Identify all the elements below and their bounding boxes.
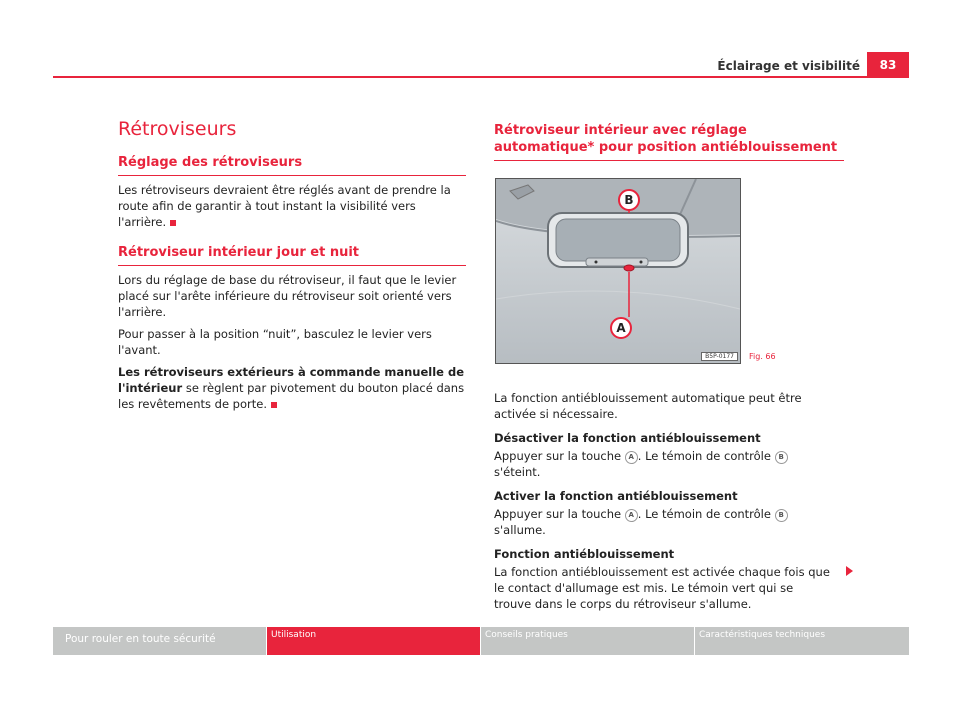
daynight-text-1: Lors du réglage de base du rétroviseur, il faut que le levier placé sur l'arête inférieure du rétroviseur soit orienté vers l'arrière. bbox=[118, 273, 457, 319]
mirror-icon bbox=[496, 179, 740, 363]
figure-code: B5P-0177 bbox=[701, 352, 738, 361]
right-column-heading bbox=[494, 122, 844, 161]
chapter-title: Éclairage et visibilité bbox=[717, 59, 860, 73]
subsection-title-daynight: Rétroviseur intérieur jour et nuit bbox=[118, 244, 466, 266]
function-title: Fonction antiéblouissement bbox=[494, 547, 675, 561]
function-text: La fonction antiéblouissement est activée chaque fois que le contact d'allumage est mis. Le témoin vert qui se trouve dans le corps du rétroviseur s'allume. bbox=[494, 565, 830, 611]
daynight-text-3: Les rétroviseurs extérieurs à commande manuelle de l'intérieur se règlent par pivotement du bouton placé dans les revêtements de porte. bbox=[118, 365, 465, 411]
mirror-illustration bbox=[495, 178, 741, 364]
subsection-title-auto: Rétroviseur intérieur avec réglage automatique* pour position antiéblouissement bbox=[494, 122, 844, 161]
callout-a-icon: A bbox=[625, 509, 638, 522]
header-rule bbox=[53, 76, 867, 78]
left-column bbox=[118, 118, 466, 412]
callout-a: A bbox=[616, 321, 626, 335]
end-mark-icon bbox=[170, 220, 176, 226]
callout-b-icon: B bbox=[775, 451, 788, 464]
auto-intro: La fonction antiéblouissement automatique peut être activée si nécessaire. bbox=[494, 391, 802, 421]
tab-practical-tips[interactable]: Conseils pratiques bbox=[481, 627, 694, 655]
daynight-text-2: Pour passer à la position “nuit”, basculez le levier vers l'avant. bbox=[118, 327, 432, 357]
activate-title: Activer la fonction antiéblouissement bbox=[494, 489, 738, 503]
tab-safety[interactable]: Pour rouler en toute sécurité bbox=[53, 627, 266, 655]
deactivate-title: Désactiver la fonction antiéblouissement bbox=[494, 431, 761, 445]
activate-text: Appuyer sur la touche A . Le témoin de contrôle B s'allume. bbox=[494, 506, 834, 538]
right-column-text bbox=[494, 390, 834, 612]
subsection-title-adjust: Réglage des rétroviseurs bbox=[118, 154, 466, 176]
page-number: 83 bbox=[867, 52, 909, 78]
continue-arrow-icon bbox=[846, 566, 853, 576]
chapter-tabs bbox=[53, 627, 909, 655]
tab-technical-data[interactable]: Caractéristiques techniques bbox=[695, 627, 909, 655]
figure-label: Fig. 66 bbox=[749, 352, 776, 361]
callout-b-icon: B bbox=[775, 509, 788, 522]
callout-a-icon: A bbox=[625, 451, 638, 464]
adjust-text: Les rétroviseurs devraient être réglés avant de prendre la route afin de garantir à tout instant la visibilité vers l'arrière. bbox=[118, 183, 451, 229]
end-mark-icon bbox=[271, 402, 277, 408]
section-heading: Rétroviseurs bbox=[118, 118, 237, 140]
callout-b: B bbox=[624, 193, 634, 207]
deactivate-text: Appuyer sur la touche A . Le témoin de contrôle B s'éteint. bbox=[494, 448, 834, 480]
tab-operation[interactable]: Utilisation bbox=[267, 627, 480, 655]
